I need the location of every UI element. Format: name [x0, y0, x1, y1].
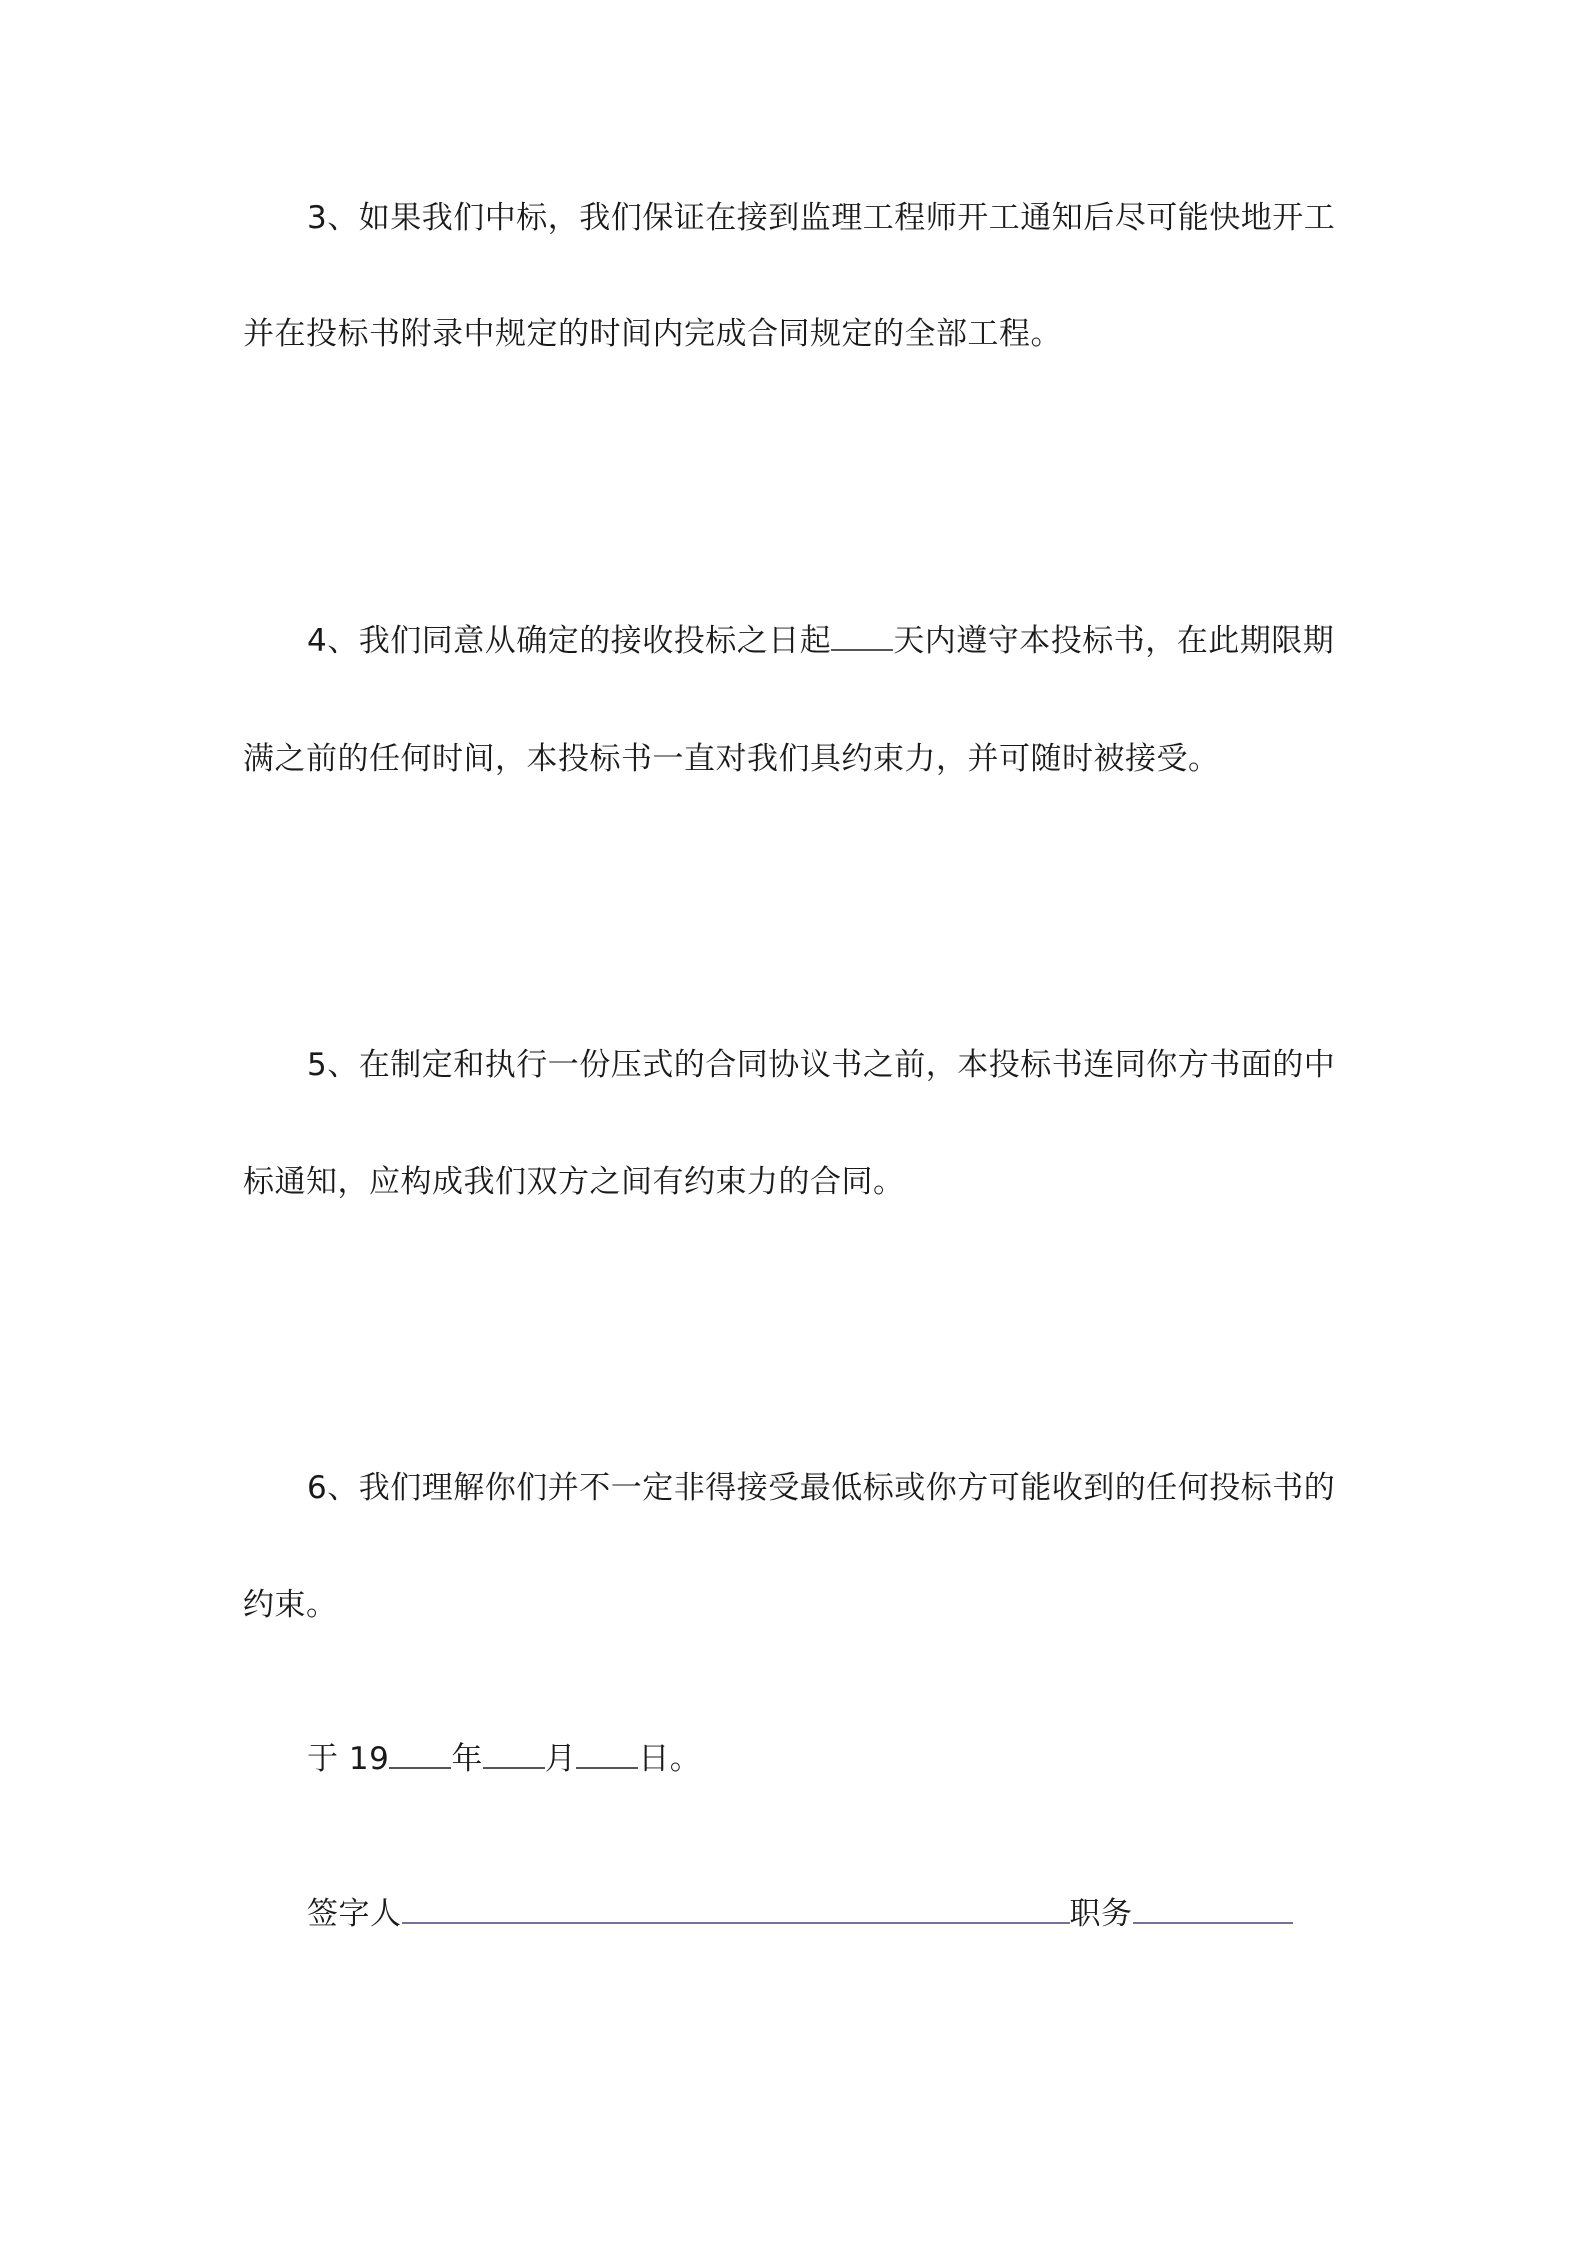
- title-label: 职务: [1069, 1896, 1133, 1932]
- clause-4-line-2: 满之前的任何时间，本投标书一直对我们具约束力，并可随时被接受。: [243, 741, 1220, 777]
- month-blank: [483, 1737, 545, 1769]
- day-blank: [576, 1737, 638, 1769]
- clause-3-line-2: 并在投标书附录中规定的时间内完成合同规定的全部工程。: [243, 316, 1062, 352]
- clause-6-line-2: 约束。: [243, 1587, 338, 1623]
- date-prefix: 于 19: [307, 1741, 390, 1777]
- clause-5-line-1: 5、在制定和执行一份压式的合同协议书之前，本投标书连同你方书面的中: [307, 1047, 1336, 1083]
- days-blank: [831, 619, 893, 651]
- year-blank: [389, 1737, 451, 1769]
- year-label: 年: [451, 1741, 483, 1777]
- title-blank: [1133, 1892, 1293, 1924]
- clause-4-text-after: 天内遵守本投标书，在此期限期: [893, 623, 1335, 659]
- signer-blank: [402, 1892, 1070, 1924]
- month-label: 月: [544, 1741, 577, 1777]
- clause-4-line-1: [307, 619, 1334, 663]
- clause-4-text-before: 4、我们同意从确定的接收投标之日起: [307, 623, 832, 659]
- clause-6-line-1: 6、我们理解你们并不一定非得接受最低标或你方可能收到的任何投标书的: [307, 1470, 1336, 1506]
- clause-5-line-2: 标通知，应构成我们双方之间有约束力的合同。: [243, 1164, 905, 1200]
- date-line: [307, 1737, 701, 1781]
- signature-line: [307, 1892, 1293, 1936]
- signer-label: 签字人: [307, 1896, 402, 1932]
- day-label: 日。: [638, 1741, 702, 1777]
- clause-3-line-1: 3、如果我们中标，我们保证在接到监理工程师开工通知后尽可能快地开工: [307, 200, 1336, 236]
